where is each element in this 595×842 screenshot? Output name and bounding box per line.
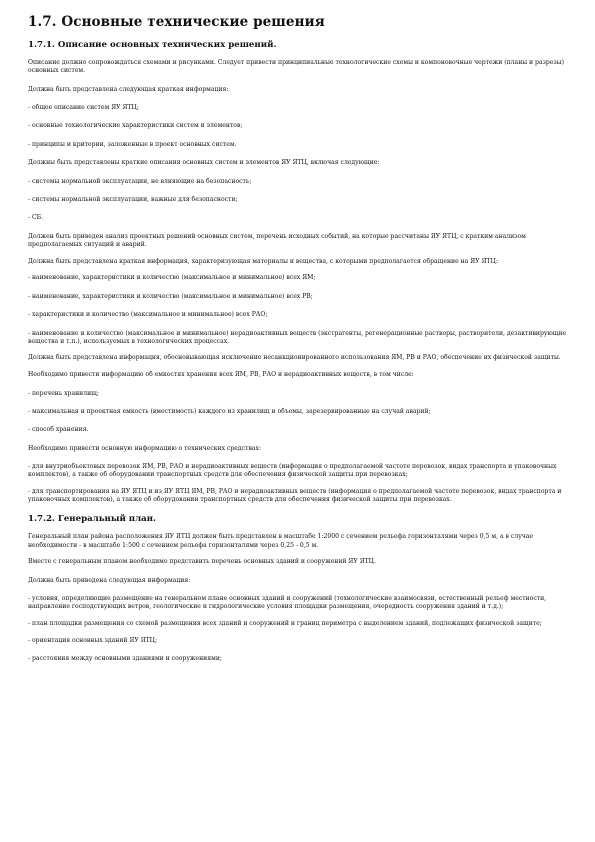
- list-item: - СБ.: [28, 214, 44, 222]
- list-item: - для транспортирования на ЯУ ЯТЦ и из ЯУ ЯТЦ ЯМ, РВ, РАО и нерадиоактивных веществ (информация о предполагаемой частоте перевозок, видах транспорта и упаковочных комплектов), а также об оборудовании транспортных средств для обеспечения физической защиты при перевозках.: [28, 487, 562, 504]
- list-item: - системы нормальной эксплуатации, важные для безопасности;: [28, 195, 238, 203]
- paragraph: Описание должно сопровождаться схемами и рисунками. Следует привести принципиальные технологические схемы и компоновочные чертежи (планы и разрезы) основных систем.: [28, 59, 564, 75]
- list-item: - системы нормальной эксплуатации, не влияющие на безопасность;: [28, 177, 252, 185]
- list-item: - основные технологические характеристики систем и элементов;: [28, 122, 243, 130]
- list-item: - общее описание систем ЯУ ЯТЦ;: [28, 103, 139, 111]
- list-item: - характеристики и количество (максимальное и минимальное) всех РАО;: [28, 311, 268, 319]
- paragraph: Генеральный план района расположения ЯУ ЯТЦ должен быть представлен в масштабе 1:2000 с сечением рельефа горизонталями через 0,5 м, а в случае необходимости - в масштабе 1:500 с сечением рельефа горизонталями через 0,25 - 0,5 м.: [28, 533, 534, 549]
- document-page: [28, 14, 568, 673]
- list-item: - наименование, характеристики и количество (максимальное и минимальное) всех РВ;: [28, 292, 313, 300]
- paragraph: Необходимо привести основную информацию о технических средствах:: [28, 444, 261, 452]
- list-item: - принципы и критерии, заложенные в проект основных систем.: [28, 140, 237, 148]
- subsection-title-2: 1.7.2. Генеральный план.: [28, 514, 157, 525]
- list-item: - способ хранения.: [28, 426, 89, 434]
- paragraph: Должна быть представлена информация, обосновывающая исключение несанкционированного использования ЯМ, РВ и РАО, обеспечение их физической защиты.: [28, 354, 561, 362]
- list-item: - наименование и количество (максимальное и минимальное) нерадиоактивных веществ (экстрагенты, регенерационные растворы, растворители, дезактивирующие вещества и т.п.), используемых в технологических процессах.: [28, 329, 567, 345]
- section-title: 1.7. Основные технические решения: [28, 14, 325, 30]
- list-item: - расстояния между основными зданиями и сооружениями;: [28, 655, 222, 663]
- paragraph: Должна быть представлена следующая краткая информация:: [28, 85, 229, 93]
- paragraph: Вместе с генеральным планом необходимо представить перечень основных зданий и сооружений ЯУ ЯТЦ.: [28, 558, 376, 566]
- paragraph: Необходимо привести информацию об емкостях хранения всех ЯМ, РВ, РАО и нерадиоактивных веществ, в том числе:: [28, 371, 414, 379]
- list-item: - максимальная и проектная емкость (вместимость) каждого из хранилищ и объемы, зарезервированные на случай аварий;: [28, 407, 431, 415]
- list-item: - ориентация основных зданий ЯУ ЯТЦ;: [28, 636, 158, 644]
- paragraph: Должна быть приведена следующая информация:: [28, 576, 191, 584]
- paragraph: Должны быть представлены краткие описания основных систем и элементов ЯУ ЯТЦ, включая следующие:: [28, 159, 380, 167]
- subsection-body-2: [28, 533, 568, 663]
- subsection-body-1: [28, 59, 568, 504]
- subsection-title-1: 1.7.1. Описание основных технических решений.: [28, 40, 277, 50]
- list-item: - перечень хранилищ;: [28, 389, 99, 397]
- list-item: - условия, определяющие размещение на генеральном плане основных зданий и сооружений (технологические взаимосвязи, естественный рельеф местности, направление господствующих ветров, геологические и гидрологические условия площадки размещения, очередность сооружения зданий и т.д.);: [28, 595, 547, 611]
- paragraph: Должна быть представлена краткая информация, характеризующая материалы и вещества, с которыми предполагается обращение на ЯУ ЯТЦ:: [28, 257, 498, 265]
- list-item: - план площадки размещения со схемой размещения всех зданий и сооружений и границ периметра с выделением зданий, подлежащих физической защите;: [28, 619, 542, 627]
- paragraph: Должен быть приведен анализ проектных решений основных систем, перечень исходных событий, на которые рассчитаны ЯУ ЯТЦ, с кратким анализом предполагаемых ситуаций и аварий.: [28, 232, 526, 248]
- list-item: - наименование, характеристики и количество (максимальное и минимальное) всех ЯМ;: [28, 274, 316, 282]
- list-item: - для внутриобъектовых перевозок ЯМ, РВ, РАО и нерадиоактивных веществ (информация о предполагаемой частоте перевозок, видах транспорта и упаковочных комплектов), а также об оборудовании транспортных средств для обеспечения физической защиты при перевозках;: [28, 463, 557, 479]
